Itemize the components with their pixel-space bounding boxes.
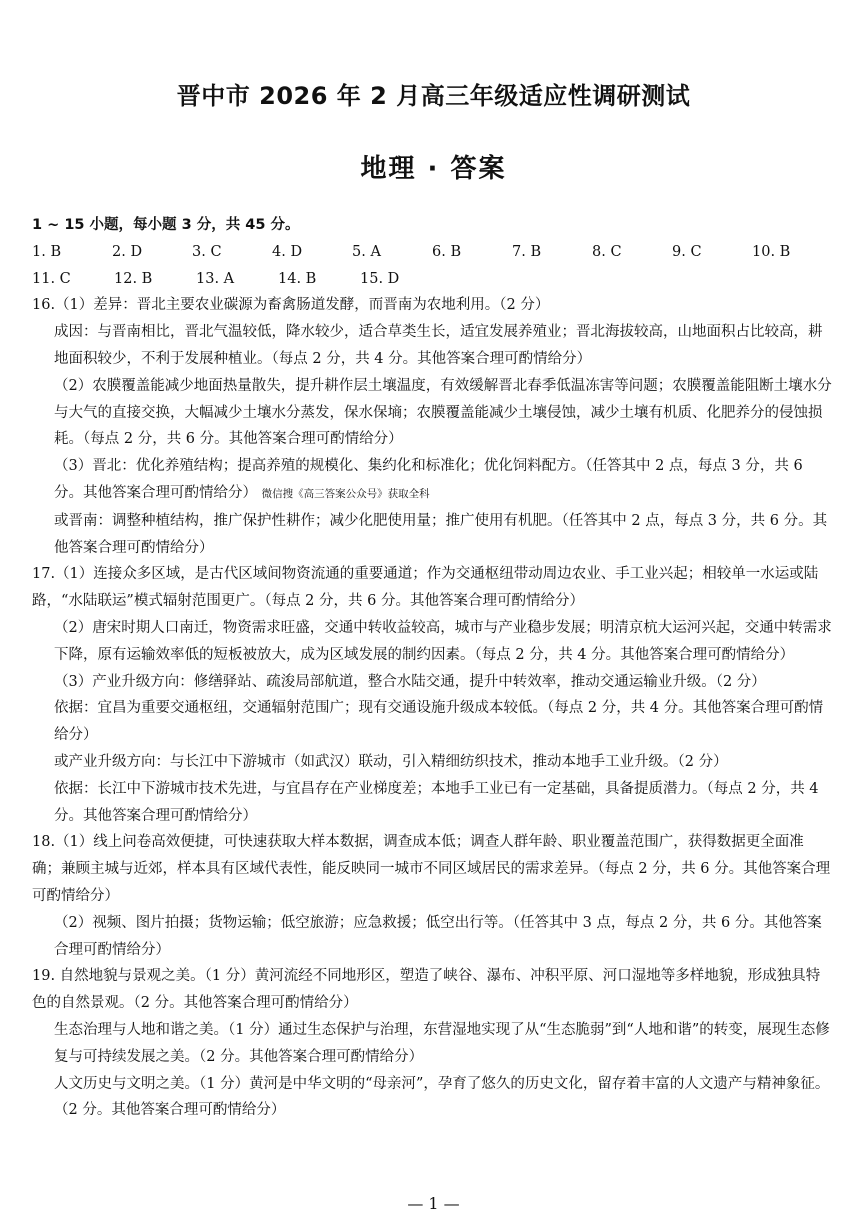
mc-answer: 2. D xyxy=(112,243,143,260)
wechat-note: 微信搜《高三答案公众号》获取全科 xyxy=(261,487,430,500)
q19-point1: 19. 自然地貌与景观之美。（1 分）黄河流经不同地形区，塑造了峡谷、瀑布、冲积平原、河口湿地等多样地貌，形成独具特色的自然景观。（2 分。其他答案合理可酌情给分） xyxy=(32,968,821,1012)
q17-part1: 17.（1）连接众多区域，是古代区域间物资流通的重要通道；作为交通枢纽带动周边农业、手工业兴起；相较单一水运或陆路，“水陆联运”模式辐射范围更广。（每点 2 分，共 6 分。其他答案合理可酌情给分） xyxy=(32,566,819,610)
mc-answer: 5. A xyxy=(352,243,381,260)
mc-answer: 14. B xyxy=(278,270,317,287)
page-number: — 1 — xyxy=(407,1194,460,1213)
mc-answer: 7. B xyxy=(512,243,542,260)
mc-answer: 1. B xyxy=(32,243,62,260)
mc-answers-row-1 xyxy=(32,239,832,266)
q16-part2: （2）农膜覆盖能减少地面热量散失，提升耕作层土壤温度，有效缓解晋北春季低温冻害等问题；农膜覆盖能阻断土壤水分与大气的直接交换，大幅减少土壤水分蒸发，保水保墒；农膜覆盖能减少土壤侵蚀，减少土壤有机质、化肥养分的侵蚀损耗。（每点 2 分，共 6 分。其他答案合理可酌情给分） xyxy=(54,377,832,448)
q16-part1: 16.（1）差异：晋北主要农业碳源为畜禽肠道发酵，而晋南为农地利用。（2 分） xyxy=(32,297,550,314)
mc-answer: 12. B xyxy=(114,270,153,287)
mc-answers-row-2 xyxy=(32,266,832,293)
mc-answer: 3. C xyxy=(192,243,222,260)
page-subtitle: 地理 · 答案 xyxy=(360,154,507,184)
q17-part3-direction: （3）产业升级方向：修缮驿站、疏浚局部航道，整合水陆交通，提升中转效率，推动交通运输业升级。（2 分） xyxy=(54,673,766,690)
q17-part3-alt-direction: 或产业升级方向：与长江中下游城市（如武汉）联动，引入精细纺织技术，推动本地手工业升级。（2 分） xyxy=(54,753,728,770)
q16-part3-text: （3）晋北：优化养殖结构；提高养殖的规模化、集约化和标准化；优化饲料配方。（任答其中 2 点，每点 3 分，共 6 分。其他答案合理可酌情给分） xyxy=(54,458,803,501)
q19-point2: 生态治理与人地和谐之美。（1 分）通过生态保护与治理，东营湿地实现了从“生态脆弱”到“人地和谐”的转变，展现生态修复与可持续发展之美。（2 分。其他答案合理可酌情给分） xyxy=(54,1021,830,1065)
mc-answer: 15. D xyxy=(360,270,400,287)
mc-answer: 10. B xyxy=(752,243,791,260)
mc-answer: 9. C xyxy=(672,243,702,260)
mc-answer: 13. A xyxy=(196,270,235,287)
mc-header: 1 ~ 15 小题，每小题 3 分，共 45 分。 xyxy=(32,217,300,233)
q16-part3-north xyxy=(32,453,832,508)
page-title: 晋中市 2026 年 2 月高三年级适应性调研测试 xyxy=(176,82,691,110)
q18-part2: （2）视频、图片拍摄；货物运输；低空旅游；应急救援；低空出行等。（任答其中 3 点，每点 2 分，共 6 分。其他答案合理可酌情给分） xyxy=(54,914,822,958)
mc-answer: 4. D xyxy=(272,243,303,260)
q17-part3-basis: 依据：宜昌为重要交通枢纽，交通辐射范围广；现有交通设施升级成本较低。（每点 2 分，共 4 分。其他答案合理可酌情给分） xyxy=(54,700,824,744)
mc-answer: 8. C xyxy=(592,243,622,260)
q17-part3-alt-basis: 依据：长江中下游城市技术先进，与宜昌存在产业梯度差；本地手工业已有一定基础，具备提质潜力。（每点 2 分，共 4 分。其他答案合理可酌情给分） xyxy=(54,780,819,824)
q18-part1: 18.（1）线上问卷高效便捷，可快速获取大样本数据，调查成本低；调查人群年龄、职业覆盖范围广，获得数据更全面准确；兼顾主城与近郊，样本具有区域代表性，能反映同一城市不同区域居民的需求差异。（每点 2 分，共 6 分。其他答案合理可酌情给分） xyxy=(32,834,831,904)
q16-part3-south: 或晋南：调整种植结构，推广保护性耕作；减少化肥使用量；推广使用有机肥。（任答其中 2 点，每点 3 分，共 6 分。其他答案合理可酌情给分） xyxy=(54,512,828,556)
q16-reason: 成因：与晋南相比，晋北气温较低，降水较少，适合草类生长，适宜发展养殖业；晋北海拔较高，山地面积占比较高，耕地面积较少，不利于发展种植业。（每点 2 分，共 4 分。其他答案合理可酌情给分） xyxy=(54,324,823,367)
q19-point3: 人文历史与文明之美。（1 分）黄河是中华文明的“母亲河”，孕育了悠久的历史文化，留存着丰富的人文遗产与精神象征。（2 分。其他答案合理可酌情给分） xyxy=(54,1075,830,1119)
mc-answer: 6. B xyxy=(432,243,462,260)
answer-content xyxy=(32,212,832,1124)
mc-answer: 11. C xyxy=(32,270,71,287)
q17-part2: （2）唐宋时期人口南迁，物资需求旺盛，交通中转收益较高，城市与产业稳步发展；明清京杭大运河兴起，交通中转需求下降，原有运输效率低的短板被放大，成为区域发展的制约因素。（每点 2 分，共 4 分。其他答案合理可酌情给分） xyxy=(54,619,832,663)
